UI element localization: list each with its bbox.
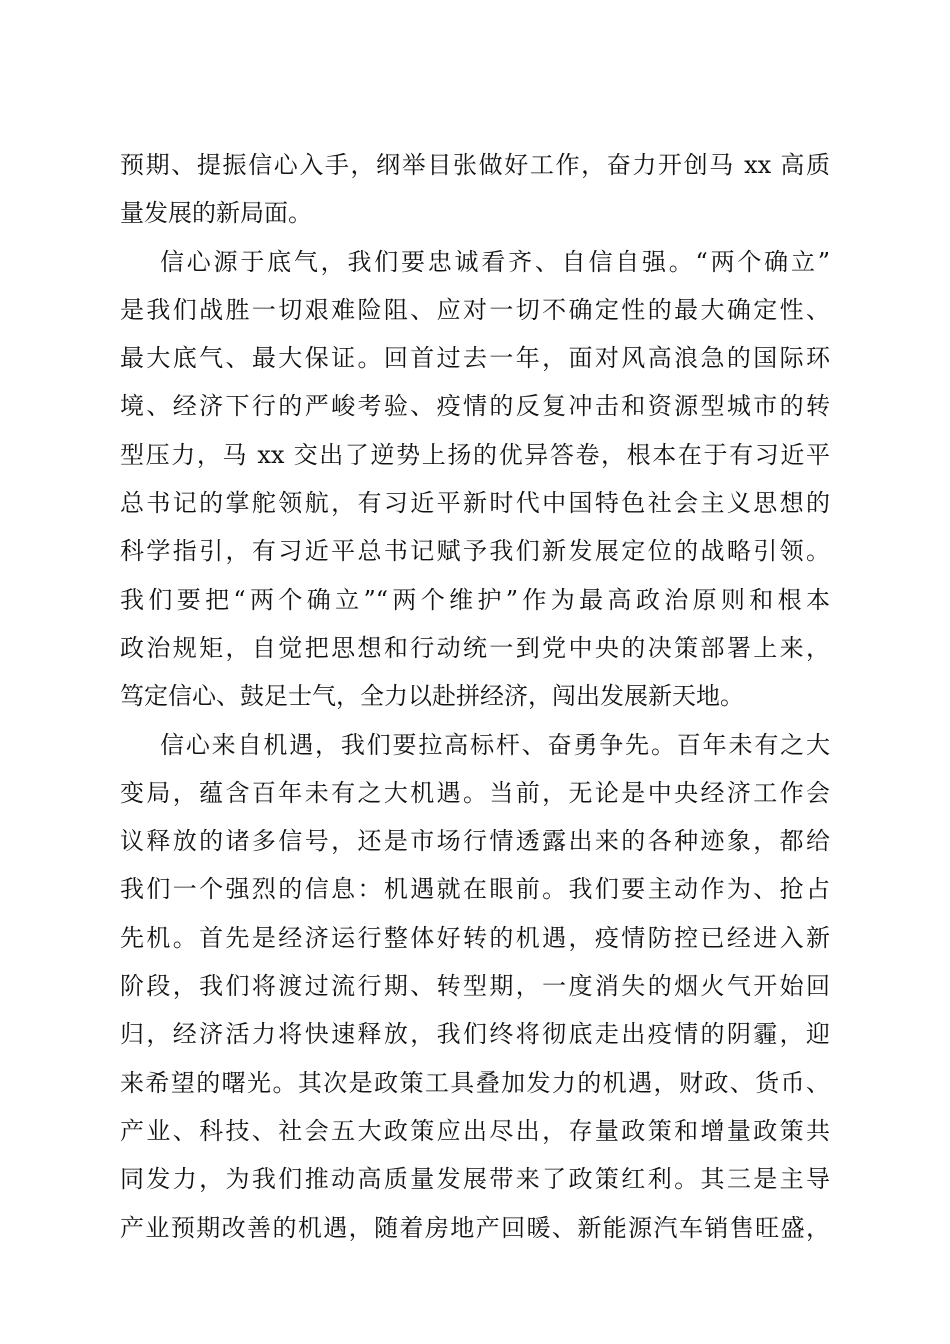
text-line: 科学指引，有习近平总书记赋予我们新发展定位的战略引领。 [120, 537, 830, 566]
text-line: 政治规矩，自觉把思想和行动统一到党中央的决策部署上来， [120, 633, 830, 662]
text-line: 产业、科技、社会五大政策应出尽出，存量政策和增量政策共 [120, 1116, 830, 1145]
text-line: 总书记的掌舵领航，有习近平新时代中国特色社会主义思想的 [120, 489, 830, 518]
text-line: 笃定信心、鼓足士气，全力以赴拼经济，闯出发展新天地。 [120, 682, 744, 711]
text-line: 阶段，我们将渡过流行期、转型期，一度消失的烟火气开始回 [120, 972, 830, 1001]
text-line: 来希望的曙光。其次是政策工具叠加发力的机遇，财政、货币、 [120, 1068, 830, 1097]
text-line: 型压力，马 xx 交出了逆势上扬的优异答卷，根本在于有习近平 [120, 440, 830, 469]
text-line: 预期、提振信心入手，纲举目张做好工作，奋力开创马 xx 高质 [120, 151, 830, 179]
text-line: 变局，蕴含百年未有之大机遇。当前，无论是中央经济工作会 [120, 778, 830, 807]
text-line: 最大底气、最大保证。回首过去一年，面对风高浪急的国际环 [120, 344, 830, 373]
paragraph-1 [120, 141, 830, 238]
paragraph-3 [120, 721, 830, 1252]
text-line: 先机。首先是经济运行整体好转的机遇，疫情防控已经进入新 [120, 923, 830, 952]
text-line: 是我们战胜一切艰难险阻、应对一切不确定性的最大确定性、 [120, 295, 830, 324]
text-line: 量发展的新局面。 [120, 199, 312, 228]
paragraph-2 [120, 238, 830, 721]
text-line: 产业预期改善的机遇，随着房地产回暖、新能源汽车销售旺盛， [120, 1213, 830, 1242]
body-text [120, 141, 830, 1252]
text-line: 境、经济下行的严峻考验、疫情的反复冲击和资源型城市的转 [120, 392, 830, 421]
text-line: 议释放的诸多信号，还是市场行情透露出来的各种迹象，都给 [120, 827, 830, 856]
text-line: 同发力，为我们推动高质量发展带来了政策红利。其三是主导 [120, 1165, 830, 1194]
text-line: 归，经济活力将快速释放，我们终将彻底走出疫情的阴霾，迎 [120, 1020, 830, 1049]
text-line: 我们一个强烈的信息：机遇就在眼前。我们要主动作为、抢占 [120, 875, 830, 904]
text-line: 信心源于底气，我们要忠诚看齐、自信自强。“两个确立” [160, 247, 830, 276]
text-line: 信心来自机遇，我们要拉高标杆、奋勇争先。百年未有之大 [160, 730, 830, 759]
text-line: 我们要把“两个确立”“两个维护”作为最高政治原则和根本 [120, 585, 830, 614]
